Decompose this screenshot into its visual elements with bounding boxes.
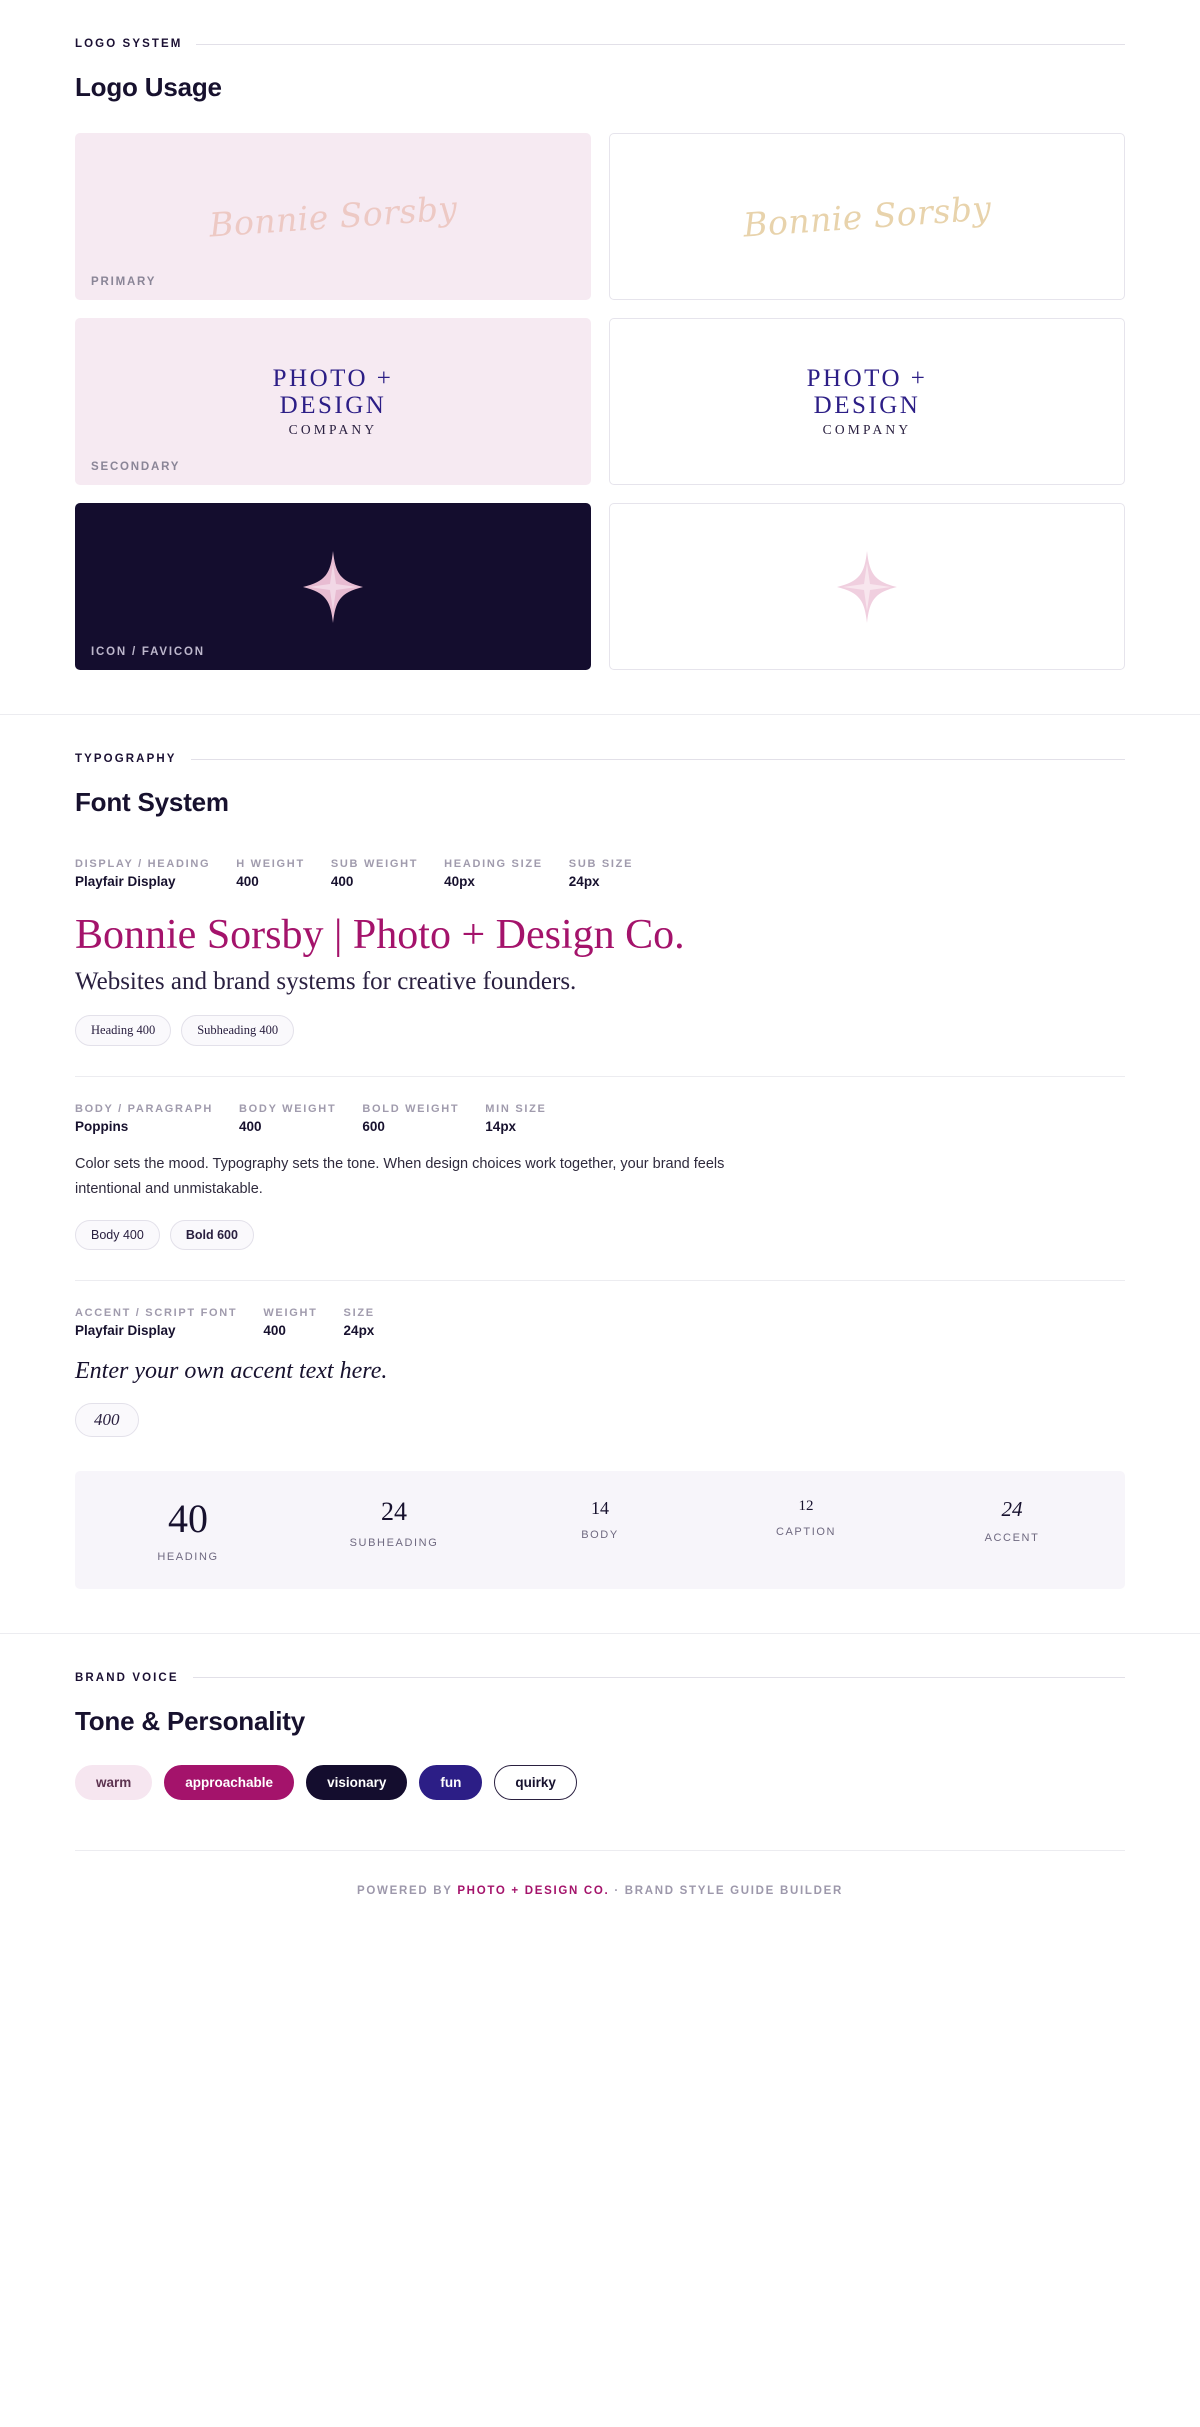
spec-value[interactable]: 40px (444, 874, 475, 889)
tone-personality-title: Tone & Personality (75, 1705, 305, 1736)
spec-label: SIZE (343, 1306, 375, 1319)
logo-grid (75, 133, 1125, 714)
spec-body-family (75, 1103, 213, 1134)
chip-heading-weight[interactable]: Heading 400 (75, 1015, 171, 1046)
spec-value[interactable]: 600 (362, 1118, 385, 1134)
logo-system-section (0, 0, 1200, 714)
scale-item-body (497, 1499, 703, 1563)
voice-tag-visionary[interactable]: visionary (306, 1765, 407, 1801)
subheading-sample-text[interactable]: Websites and brand systems for creative founders. (75, 967, 577, 995)
scale-number: 14 (591, 1497, 609, 1518)
display-chip-row (75, 1015, 1125, 1046)
spec-accent-family (75, 1307, 237, 1338)
body-chip-row (75, 1220, 1125, 1250)
scale-item-caption (703, 1499, 909, 1563)
spec-display-family (75, 858, 210, 889)
spec-label: SUB WEIGHT (330, 858, 419, 870)
scale-item-subheading (291, 1496, 497, 1563)
spec-value[interactable]: 400 (263, 1322, 286, 1338)
spec-label: SUB SIZE (568, 858, 634, 870)
voice-tag-approachable[interactable]: approachable (164, 1765, 294, 1801)
spec-min-size (485, 1103, 546, 1134)
scale-label: HEADING (157, 1550, 219, 1563)
spec-label: MIN SIZE (485, 1102, 547, 1115)
typography-eyebrow-row (75, 715, 1125, 765)
wordmark-line-3: COMPANY (822, 422, 912, 437)
scale-label: CAPTION (775, 1525, 837, 1538)
font-system-title: Font System (75, 787, 229, 817)
chip-accent-weight[interactable]: 400 (75, 1403, 139, 1437)
spec-accent-weight (263, 1307, 317, 1338)
spec-accent-size (344, 1307, 375, 1338)
logo-card-primary[interactable] (75, 133, 591, 300)
spec-value[interactable]: 14px (485, 1118, 517, 1134)
logo-card-secondary-light[interactable] (609, 318, 1125, 485)
chip-subheading-weight[interactable]: Subheading 400 (181, 1015, 294, 1046)
logo-system-eyebrow: LOGO SYSTEM (75, 38, 183, 50)
wordmark-line-2: DESIGN (279, 392, 387, 419)
heading-sample-text[interactable]: Bonnie Sorsby | Photo + Design Co. (75, 912, 685, 958)
logo-system-eyebrow-row (75, 0, 1125, 50)
scale-item-heading (85, 1495, 291, 1563)
scale-number: 12 (798, 1497, 814, 1514)
footer-text (75, 1850, 1125, 1937)
logo-card-secondary[interactable] (75, 318, 591, 485)
logo-card-icon-light[interactable] (609, 503, 1125, 670)
spec-value[interactable]: 24px (343, 1322, 375, 1338)
accent-type-block (75, 1281, 1125, 1437)
spec-value[interactable]: 24px (568, 874, 600, 889)
spec-label: BOLD WEIGHT (362, 1102, 460, 1115)
logo-card-primary-light[interactable] (609, 133, 1125, 300)
display-spec-row (75, 858, 1125, 889)
scale-label: BODY (581, 1528, 619, 1541)
primary-script-logo: Bonnie Sorsby (207, 188, 459, 245)
spec-label: ACCENT / SCRIPT FONT (75, 1306, 238, 1319)
spec-heading-weight (236, 858, 305, 889)
footer-suffix: · BRAND STYLE GUIDE BUILDER (609, 1885, 843, 1898)
spec-label: HEADING SIZE (444, 858, 543, 870)
accent-sample-text[interactable]: Enter your own accent text here. (75, 1357, 388, 1384)
eyebrow-divider (193, 1677, 1125, 1678)
body-type-block (75, 1077, 1125, 1250)
spec-body-weight (239, 1103, 336, 1134)
spec-sub-size (569, 858, 633, 889)
eyebrow-divider (196, 44, 1125, 45)
type-scale-strip (75, 1471, 1125, 1589)
brand-voice-eyebrow: BRAND VOICE (75, 1671, 179, 1684)
scale-item-accent (909, 1496, 1115, 1563)
logo-card-icon-dark[interactable] (75, 503, 591, 670)
brand-voice-eyebrow-row (75, 1672, 1125, 1684)
body-sample-text[interactable]: Color sets the mood. Typography sets the tone. When design choices work together, your brand feels intentional and unmistakable. (75, 1155, 725, 1197)
footer-brand: PHOTO + DESIGN CO. (457, 1885, 610, 1898)
spec-label: DISPLAY / HEADING (75, 858, 211, 870)
brand-voice-section (0, 1634, 1200, 1851)
voice-tag-row (75, 1765, 1125, 1801)
primary-script-logo-alt: Bonnie Sorsby (741, 188, 993, 245)
spec-value[interactable]: 400 (239, 1118, 262, 1134)
spec-heading-size (444, 858, 543, 889)
sparkle-icon (302, 551, 364, 623)
accent-spec-row (75, 1307, 1125, 1338)
spec-label: WEIGHT (263, 1306, 318, 1319)
chip-bold-weight[interactable]: Bold 600 (170, 1220, 254, 1250)
body-spec-row (75, 1103, 1125, 1134)
spec-value[interactable]: 400 (236, 874, 259, 889)
spec-value[interactable]: Playfair Display (75, 1322, 176, 1338)
wordmark-line-1: PHOTO + (806, 365, 928, 392)
display-type-block (75, 818, 1125, 1046)
secondary-wordmark-alt (807, 365, 928, 438)
voice-tag-fun[interactable]: fun (419, 1765, 482, 1801)
logo-card-caption: ICON / FAVICON (91, 646, 205, 658)
spec-label: H WEIGHT (236, 858, 305, 870)
scale-label: SUBHEADING (349, 1536, 439, 1549)
logo-card-caption: SECONDARY (91, 461, 181, 473)
voice-tag-warm[interactable]: warm (75, 1765, 152, 1801)
chip-body-weight[interactable]: Body 400 (75, 1220, 160, 1250)
voice-tag-quirky[interactable]: quirky (494, 1765, 577, 1801)
scale-number: 24 (1001, 1496, 1023, 1521)
spec-label: BODY / PARAGRAPH (75, 1102, 214, 1115)
spec-label: BODY WEIGHT (239, 1102, 337, 1115)
typography-section (0, 715, 1200, 1589)
footer-section (0, 1850, 1200, 1937)
spec-value[interactable]: 400 (330, 874, 354, 889)
footer-prefix: POWERED BY (357, 1885, 458, 1898)
scale-label: ACCENT (984, 1531, 1040, 1544)
secondary-wordmark (273, 365, 394, 438)
accent-chip-row (75, 1403, 1125, 1437)
wordmark-line-3: COMPANY (288, 422, 378, 437)
eyebrow-divider (191, 759, 1125, 760)
spec-value[interactable]: Playfair Display (75, 874, 176, 889)
scale-number: 24 (381, 1496, 407, 1526)
logo-card-caption: PRIMARY (91, 276, 157, 288)
scale-number: 40 (168, 1495, 208, 1541)
wordmark-line-1: PHOTO + (272, 365, 394, 392)
typography-eyebrow: TYPOGRAPHY (75, 753, 177, 765)
spec-value[interactable]: Poppins (75, 1118, 129, 1134)
spec-bold-weight (362, 1103, 459, 1134)
wordmark-line-2: DESIGN (813, 392, 921, 419)
sparkle-icon (836, 551, 898, 623)
spec-sub-weight (331, 858, 418, 889)
logo-usage-title: Logo Usage (75, 72, 222, 102)
